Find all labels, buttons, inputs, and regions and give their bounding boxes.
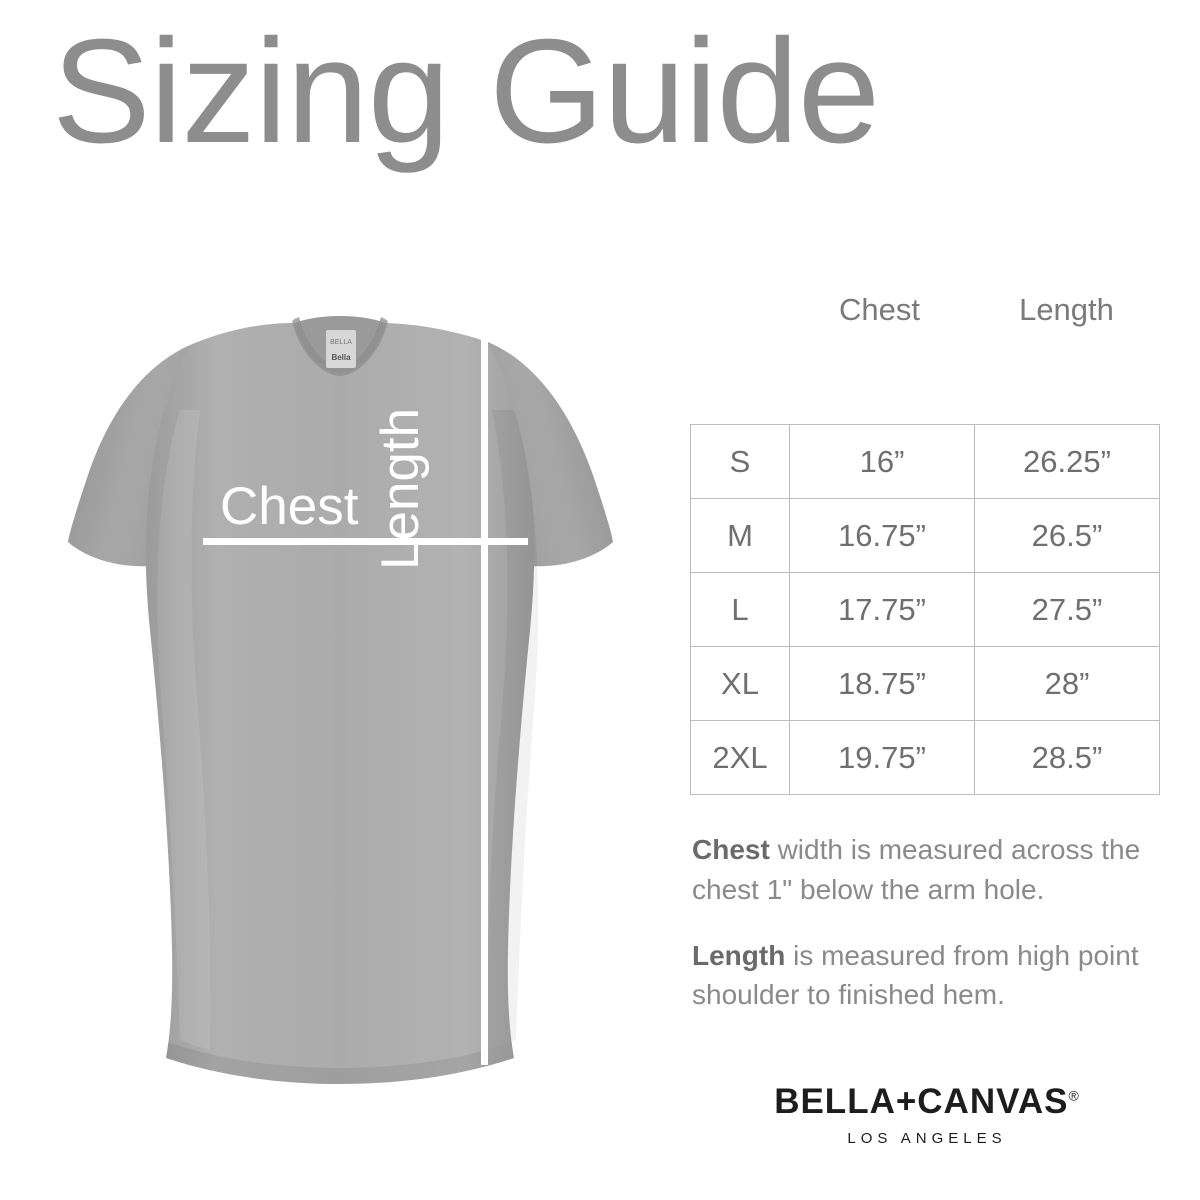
cell-size: L — [691, 573, 790, 647]
tshirt-shape-icon — [40, 290, 660, 1090]
cell-size: XL — [691, 647, 790, 721]
measurement-notes — [692, 830, 1162, 1041]
cell-size: M — [691, 499, 790, 573]
chest-note — [692, 830, 1162, 910]
length-note-text: is measured from high point shoulder to finished hem. — [692, 939, 1139, 1011]
brand-logo — [692, 1082, 1162, 1147]
cell-chest: 19.75” — [790, 721, 975, 795]
length-note-term: Length — [692, 939, 786, 971]
size-table-headers — [690, 292, 1160, 328]
length-measure-label: Length — [371, 407, 430, 570]
page-title: Sizing Guide — [52, 9, 880, 174]
cell-length: 28.5” — [975, 721, 1160, 795]
cell-length: 27.5” — [975, 573, 1160, 647]
chest-note-term: Chest — [692, 834, 770, 865]
brand-name-text: BELLA+CANVAS — [774, 1082, 1069, 1121]
tshirt-illustration — [40, 290, 660, 1090]
cell-chest: 17.75” — [790, 573, 975, 647]
svg-text:BELLA: BELLA — [330, 339, 352, 346]
chest-measure-line — [203, 538, 528, 545]
table-row — [691, 499, 1160, 573]
cell-chest: 16” — [790, 425, 975, 499]
cell-length: 28” — [975, 647, 1160, 721]
chest-note-text: width is measured across the chest 1" below the arm hole. — [692, 834, 1141, 905]
cell-chest: 18.75” — [790, 647, 975, 721]
cell-size: S — [691, 425, 790, 499]
size-table — [690, 424, 1160, 795]
length-column-header: Length — [1019, 292, 1114, 327]
brand-name — [774, 1082, 1080, 1122]
registered-trademark-icon: ® — [1068, 1087, 1080, 1104]
chest-measure-label: Chest — [220, 477, 359, 536]
length-measure-line — [481, 330, 488, 1065]
chest-column-header: Chest — [839, 292, 920, 327]
svg-text:Bella: Bella — [331, 353, 351, 362]
cell-chest: 16.75” — [790, 499, 975, 573]
cell-size: 2XL — [691, 721, 790, 795]
length-note — [692, 936, 1162, 1016]
table-row — [691, 647, 1160, 721]
table-row — [691, 425, 1160, 499]
table-row — [691, 721, 1160, 795]
table-row — [691, 573, 1160, 647]
cell-length: 26.5” — [975, 499, 1160, 573]
cell-length: 26.25” — [975, 425, 1160, 499]
brand-tagline: LOS ANGELES — [847, 1130, 1007, 1147]
size-column-header-spacer — [690, 292, 786, 328]
